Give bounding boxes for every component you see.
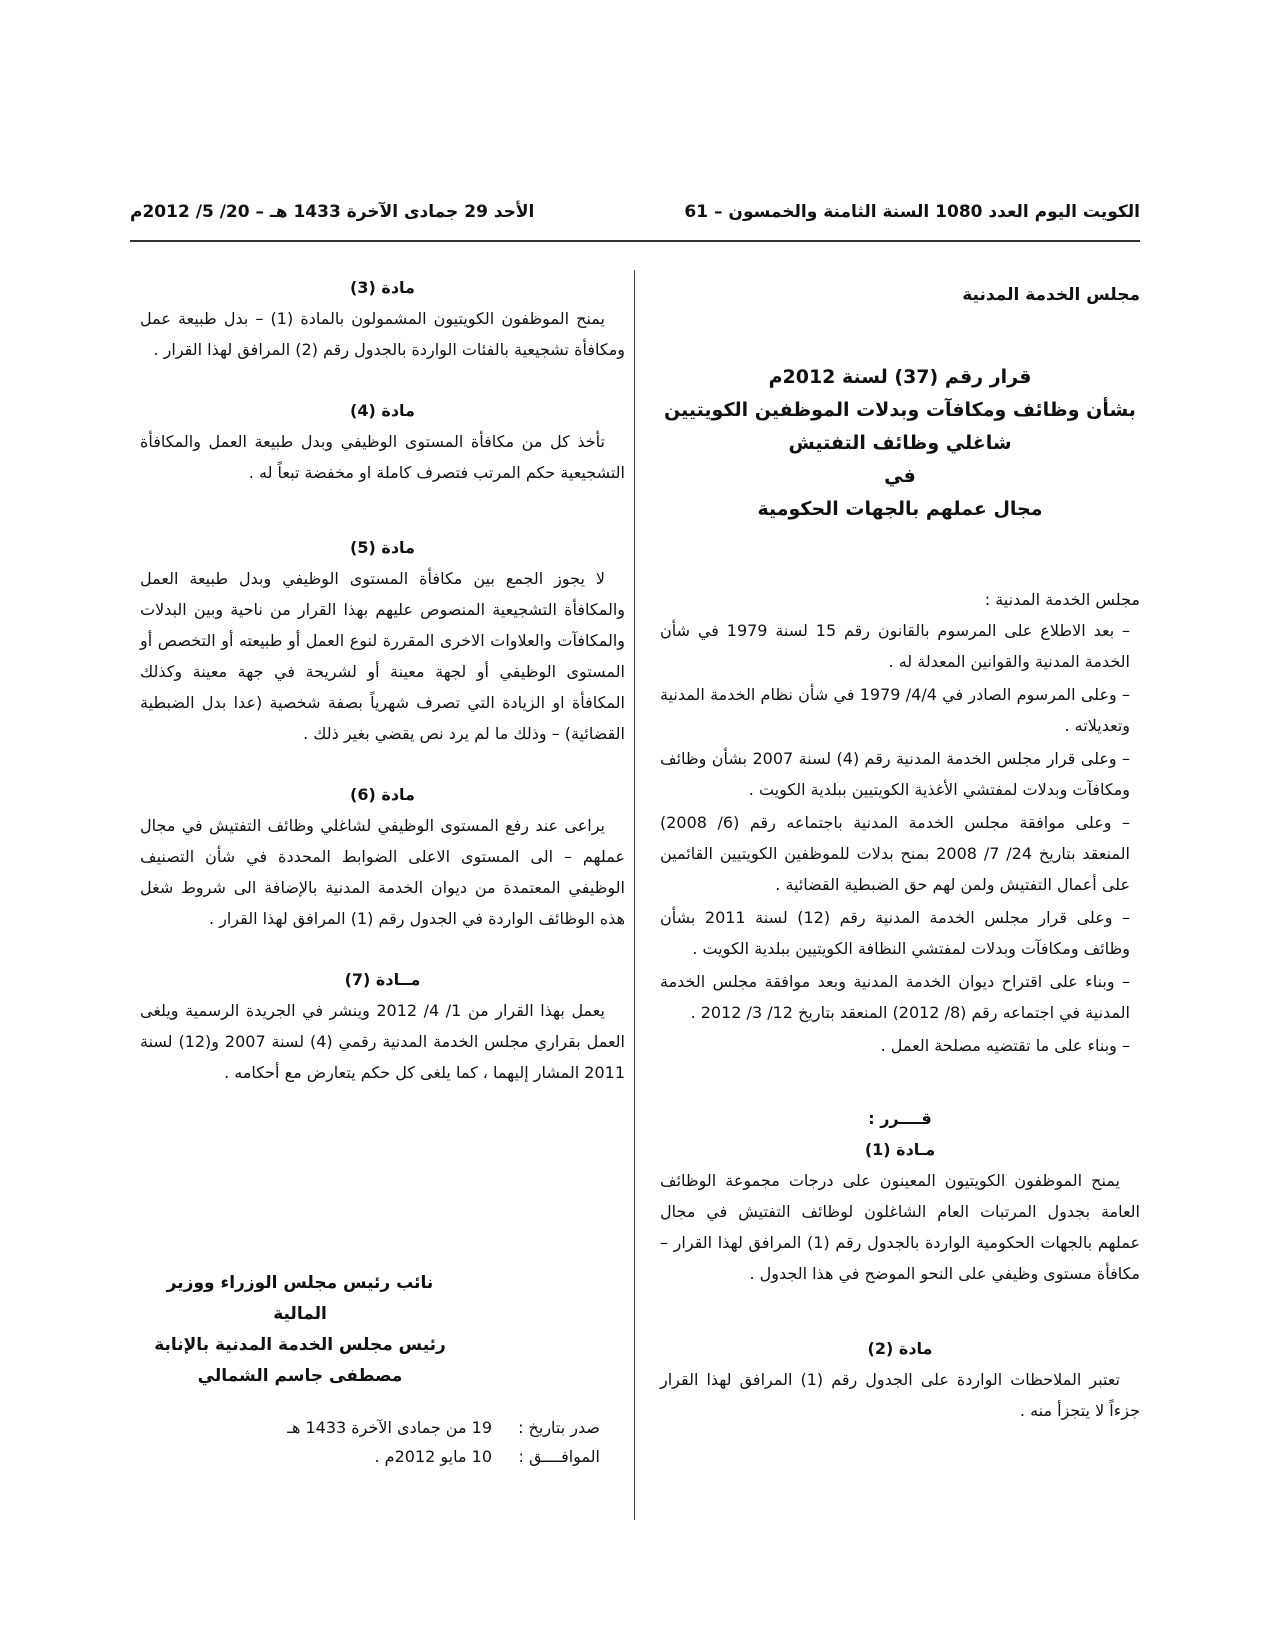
title-line: مجال عملهم بالجهات الحكومية <box>757 498 1043 520</box>
recital: – وعلى موافقة مجلس الخدمة المدنية باجتماعه رقم (6/ 2008) المنعقد بتاريخ 24/ 7/ 2008 بمنح بدلات للموظفين الكويتيين القائمين على أعمال التفتيش ولمن لهم حق الضبطية القضائية . <box>660 813 1130 894</box>
recital: – وبناء على ما تقتضيه مصلحة العمل . <box>880 1036 1130 1055</box>
signature-title-1: نائب رئيس مجلس الوزراء ووزير المالية <box>166 1273 434 1324</box>
decision-title <box>660 361 1140 526</box>
header-rule <box>130 240 1140 242</box>
header-date: الأحد 29 جمادى الآخرة 1433 هـ – 20/ 5/ 2012م <box>130 202 535 222</box>
recital: – وبناء على اقتراح ديوان الخدمة المدنية وبعد موافقة مجلس الخدمة المدنية في اجتماعه رقم (8/ 2012) المنعقد بتاريخ 12/ 3/ 2012 . <box>660 972 1130 1022</box>
decides-heading: قــــرر : <box>868 1109 932 1128</box>
council-label: مجلس الخدمة المدنية : <box>984 590 1140 609</box>
article-5-body: لا يجوز الجمع بين مكافأة المستوى الوظيفي وبدل طبيعة العمل والمكافأة التشجيعية المنصوص عليهم بهذا القرار من ناحية وبين البدلات والمكافآت والعلاوات الاخرى المقررة لنوع العمل أو طبيعته أو التخصص أو المستوى الوظيفي أو لجهة معينة أو لشريحة في جهة معينة وكذلك المكافأة او الزيادة التي تصرف شهرياً بصفة شخصية (عدا بدل الضبطية القضائية) – وذلك ما لم يرد نص يقضي بغير ذلك . <box>140 569 625 743</box>
title-line: في <box>884 465 916 487</box>
corresponding-date-value: 10 مايو 2012م . <box>374 1447 492 1466</box>
issue-date-row <box>140 1413 600 1442</box>
article-3-title: مادة (3) <box>350 278 415 297</box>
issue-date-label: صدر بتاريخ : <box>518 1418 600 1437</box>
article-4-title: مادة (4) <box>350 401 415 420</box>
title-line: قرار رقم (37) لسنة 2012م <box>768 366 1032 388</box>
left-column <box>140 272 625 1088</box>
right-column <box>660 280 1140 1426</box>
article-7-title: مــادة (7) <box>344 970 421 989</box>
article-1-title: مـادة (1) <box>864 1140 936 1159</box>
corresponding-date-label: الموافــــق : <box>518 1447 600 1466</box>
article-1-body: يمنح الموظفون الكويتيون المعينون على درجات مجموعة الوظائف العامة بجدول المرتبات العام الشاغلون لوظائف التفتيش في مجال عملهم بالجهات الحكومية الواردة بالجدول رقم (1) المرافق لهذا القرار – مكافأة مستوى وظيفي على النحو الموضح في هذا الجدول . <box>660 1171 1140 1283</box>
header-issue-info: الكويت اليوم العدد 1080 السنة الثامنة والخمسون – 61 <box>684 202 1140 222</box>
article-7-body: يعمل بهذا القرار من 1/ 4/ 2012 وينشر في الجريدة الرسمية ويلغى العمل بقراري مجلس الخدمة المدنية رقمي (4) لسنة 2007 و(12) لسنة 2011 المشار إليهما ، كما يلغى كل حكم يتعارض مع أحكامه . <box>140 1001 626 1082</box>
recital: – وعلى المرسوم الصادر في 4/4/ 1979 في شأن نظام الخدمة المدنية وتعديلاته . <box>660 685 1131 735</box>
signature-block <box>145 1268 455 1392</box>
issue-date-block <box>140 1413 600 1471</box>
article-6-body: يراعى عند رفع المستوى الوظيفي لشاغلي وظائف التفتيش في مجال عملهم – الى المستوى الاعلى الضوابط المحددة في شأن التصنيف الوظيفي المعتمدة من ديوان الخدمة المدنية بالإضافة الى شروط شغل هذه الوظائف الواردة في الجدول رقم (1) المرافق لهذا القرار . <box>140 816 625 928</box>
article-3-body: يمنح الموظفون الكويتيون المشمولون بالمادة (1) – بدل طبيعة عمل ومكافأة تشجيعية بالفئات الواردة بالجدول رقم (2) المرافق لهذا القرار . <box>140 309 625 359</box>
recital: – وعلى قرار مجلس الخدمة المدنية رقم (4) لسنة 2007 بشأن وظائف ومكافآت وبدلات لمفتشي الأغذية الكويتيين ببلدية الكويت . <box>660 749 1131 799</box>
issue-date-value: 19 من جمادى الآخرة 1433 هـ <box>287 1418 492 1437</box>
section-label: مجلس الخدمة المدنية <box>962 285 1140 305</box>
article-5-title: مادة (5) <box>350 538 415 557</box>
article-2-title: مادة (2) <box>867 1339 933 1358</box>
column-divider <box>634 270 635 1520</box>
page-header <box>130 202 1140 232</box>
article-4-body: تأخذ كل من مكافأة المستوى الوظيفي وبدل طبيعة العمل والمكافأة التشجيعية حكم المرتب فتصرف كاملة او مخفضة تبعاً له . <box>140 432 625 482</box>
article-6-title: مادة (6) <box>350 785 415 804</box>
recital: – وعلى قرار مجلس الخدمة المدنية رقم (12) لسنة 2011 بشأن وظائف ومكافآت وبدلات لمفتشي النظافة الكويتيين ببلدية الكويت . <box>660 908 1131 958</box>
corresponding-date-row <box>140 1442 600 1471</box>
title-line: بشأن وظائف ومكافآت وبدلات الموظفين الكويتيين <box>664 399 1136 421</box>
article-2-body: تعتبر الملاحظات الواردة على الجدول رقم (1) المرافق لهذا القرار جزءاً لا يتجزأ منه . <box>660 1370 1140 1420</box>
signatory-name: مصطفى جاسم الشمالي <box>197 1366 403 1386</box>
recital: – بعد الاطلاع على المرسوم بالقانون رقم 15 لسنة 1979 في شأن الخدمة المدنية والقوانين المعدلة له . <box>660 621 1131 671</box>
signature-title-2: رئيس مجلس الخدمة المدنية بالإنابة <box>154 1335 446 1355</box>
title-line: شاغلي وظائف التفتيش <box>788 432 1012 454</box>
